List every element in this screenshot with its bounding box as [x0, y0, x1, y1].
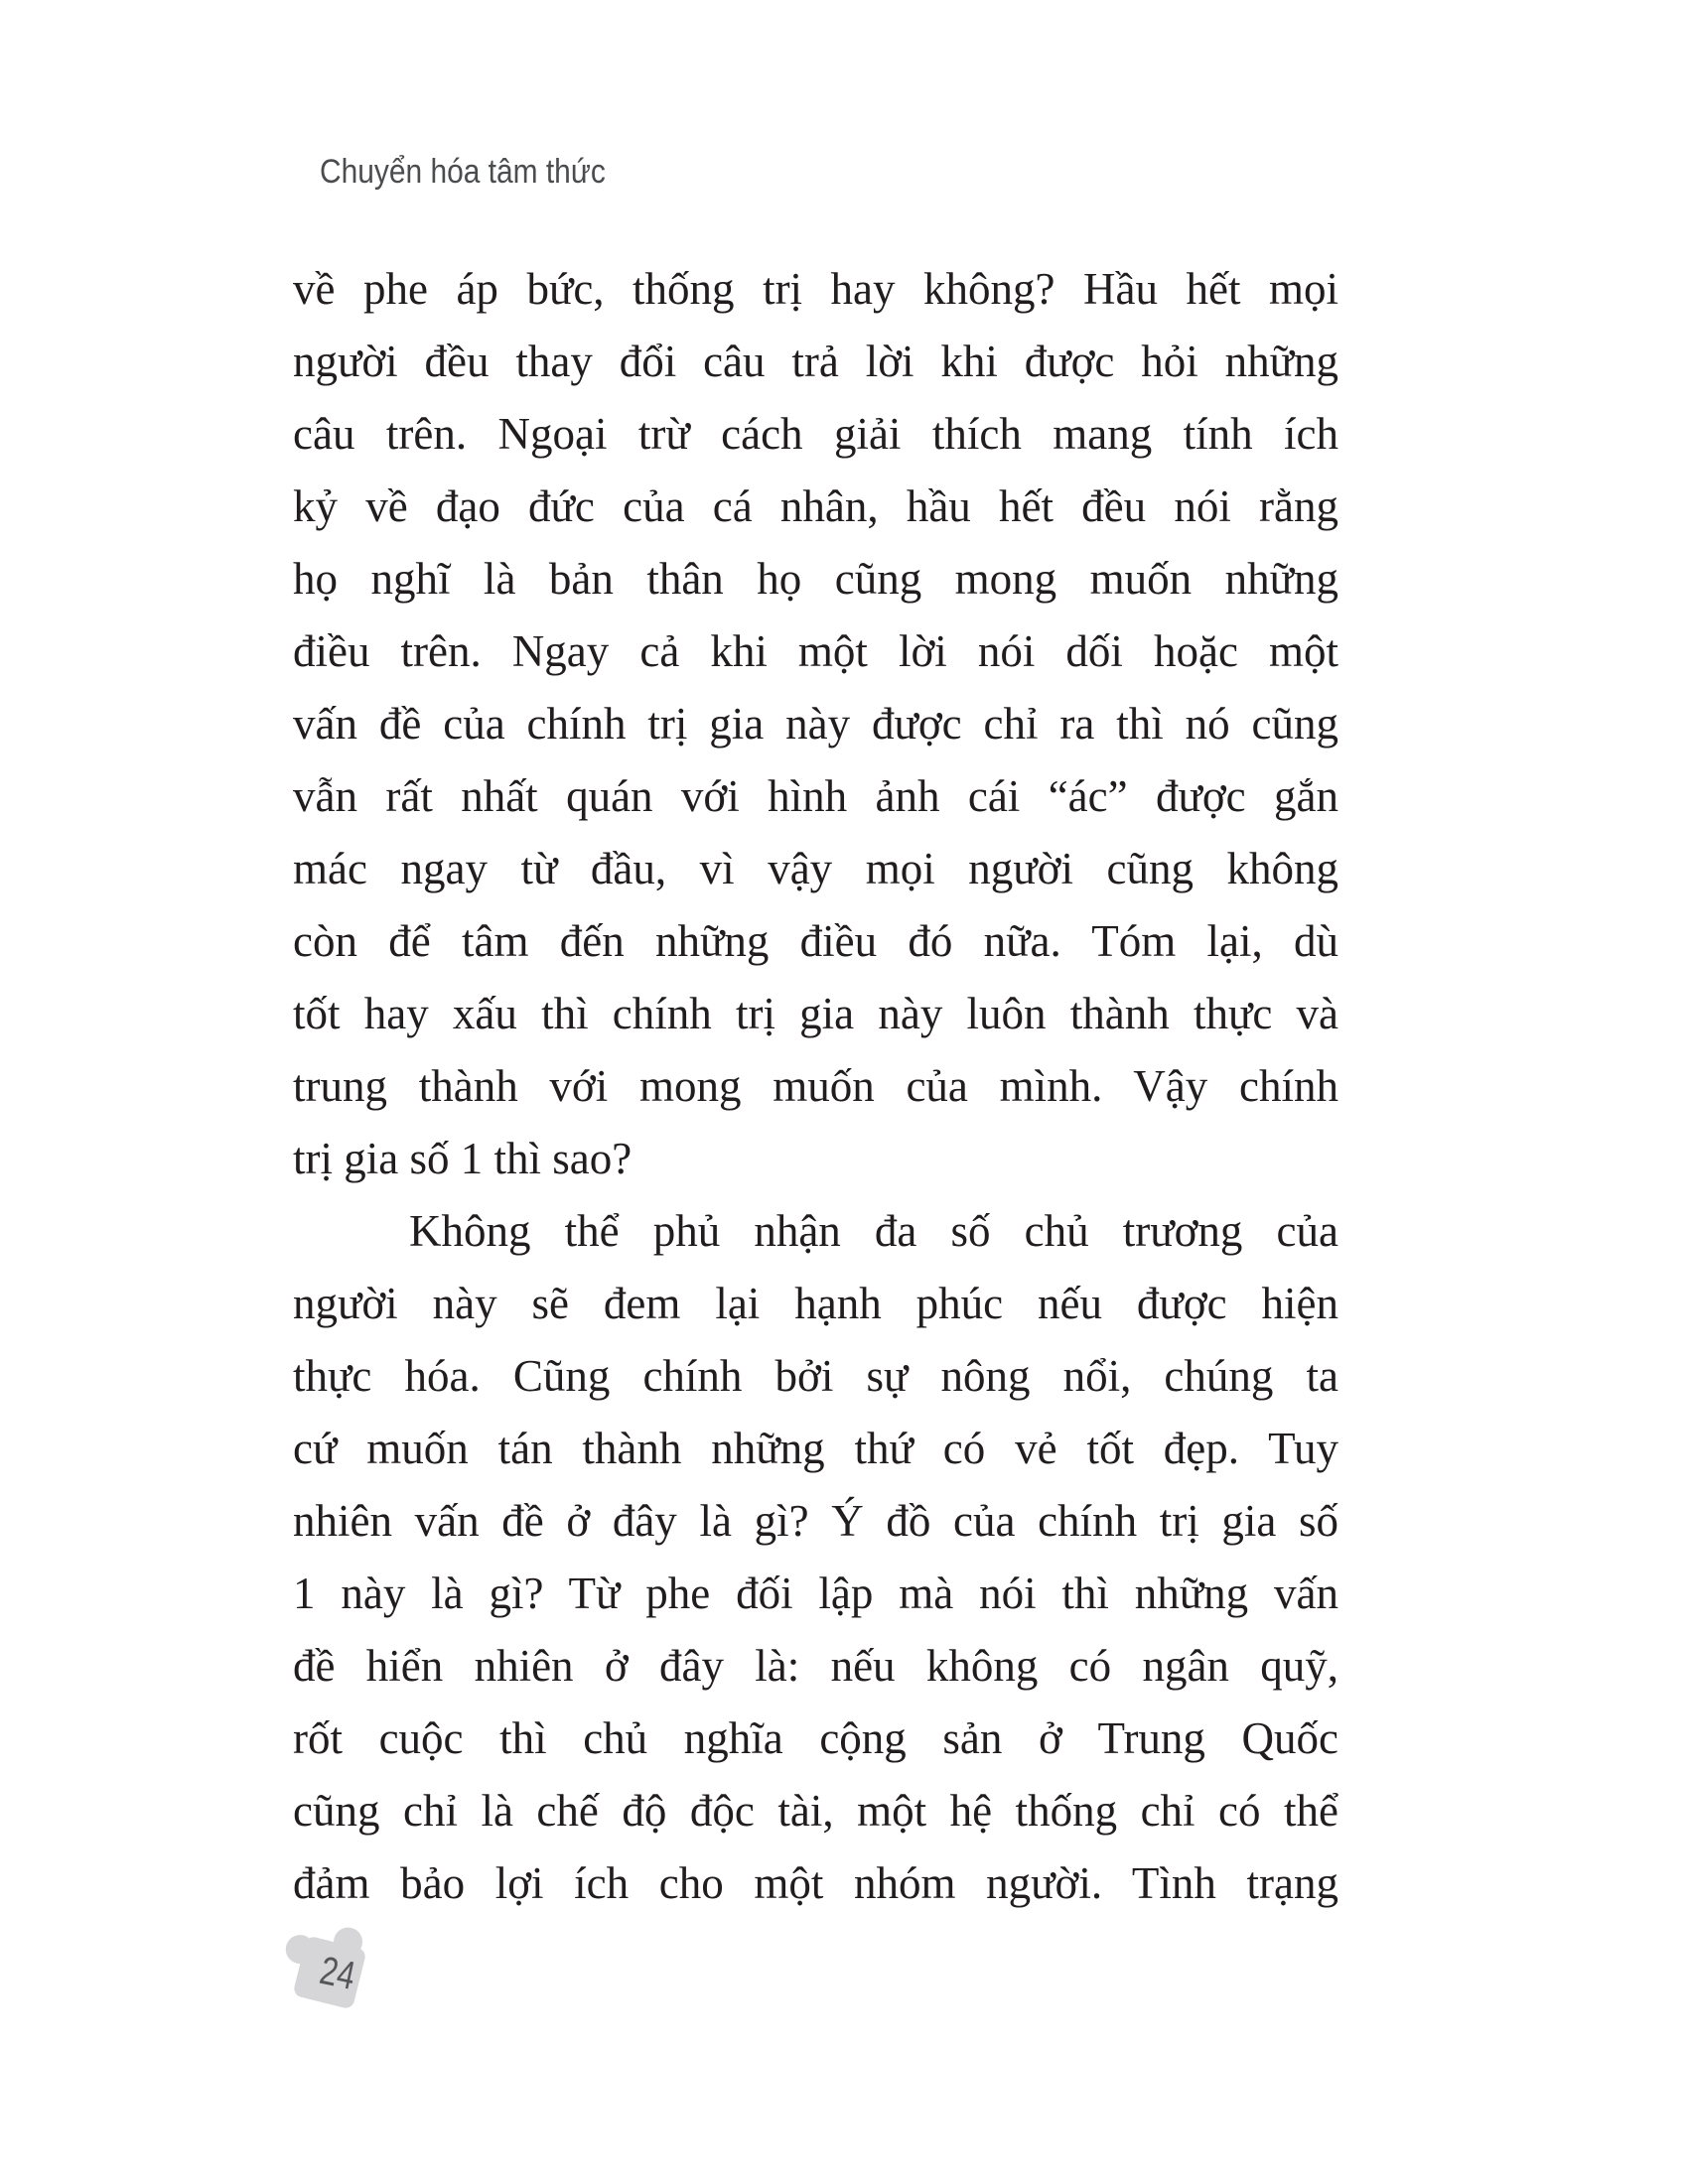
text-line: đề hiển nhiên ở đây là: nếu không có ngân quỹ, — [293, 1641, 1338, 1691]
text-line: câu trên. Ngoại trừ cách giải thích mang tính ích — [293, 409, 1338, 459]
text-line: vẫn rất nhất quán với hình ảnh cái “ác” được gắn — [293, 771, 1338, 821]
text-line: cũng chỉ là chế độ độc tài, một hệ thống chỉ có thể — [293, 1786, 1338, 1836]
text-line: người này sẽ đem lại hạnh phúc nếu được hiện — [293, 1279, 1338, 1328]
text-line: còn để tâm đến những điều đó nữa. Tóm lại, dù — [293, 916, 1338, 966]
text-line: đảm bảo lợi ích cho một nhóm người. Tình trạng — [293, 1858, 1338, 1908]
text-line: trung thành với mong muốn của mình. Vậy chính — [293, 1061, 1338, 1111]
puzzle-piece-icon — [292, 1935, 366, 2009]
text-line: trị gia số 1 thì sao? — [293, 1134, 633, 1183]
text-line: tốt hay xấu thì chính trị gia này luôn thành thực và — [293, 989, 1338, 1038]
text-line: mác ngay từ đầu, vì vậy mọi người cũng không — [293, 844, 1338, 893]
body-text — [293, 253, 1338, 1920]
text-line: cứ muốn tán thành những thứ có vẻ tốt đẹp. Tuy — [293, 1424, 1338, 1473]
text-line: kỷ về đạo đức của cá nhân, hầu hết đều nói rằng — [293, 481, 1338, 531]
text-line: điều trên. Ngay cả khi một lời nói dối hoặc một — [293, 626, 1338, 676]
text-line: về phe áp bức, thống trị hay không? Hầu hết mọi — [293, 264, 1338, 314]
paragraph-1 — [293, 253, 1338, 1195]
text-line: vấn đề của chính trị gia này được chỉ ra thì nó cũng — [293, 699, 1338, 749]
text-line: nhiên vấn đề ở đây là gì? Ý đồ của chính trị gia số — [293, 1496, 1338, 1546]
text-line: họ nghĩ là bản thân họ cũng mong muốn những — [293, 554, 1338, 604]
page-number: 24 — [316, 1948, 359, 1999]
running-header: Chuyển hóa tâm thức — [320, 153, 606, 191]
text-line: thực hóa. Cũng chính bởi sự nông nổi, chúng ta — [293, 1351, 1338, 1401]
text-line: 1 này là gì? Từ phe đối lập mà nói thì những vấn — [293, 1569, 1338, 1618]
text-line: rốt cuộc thì chủ nghĩa cộng sản ở Trung Quốc — [293, 1713, 1338, 1763]
page-footer-mark — [299, 1942, 360, 2003]
paragraph-2 — [293, 1195, 1338, 1920]
text-line: Không thể phủ nhận đa số chủ trương của — [409, 1206, 1338, 1256]
text-line: người đều thay đổi câu trả lời khi được hỏi những — [293, 337, 1338, 386]
puzzle-knob-left — [283, 1932, 318, 1967]
